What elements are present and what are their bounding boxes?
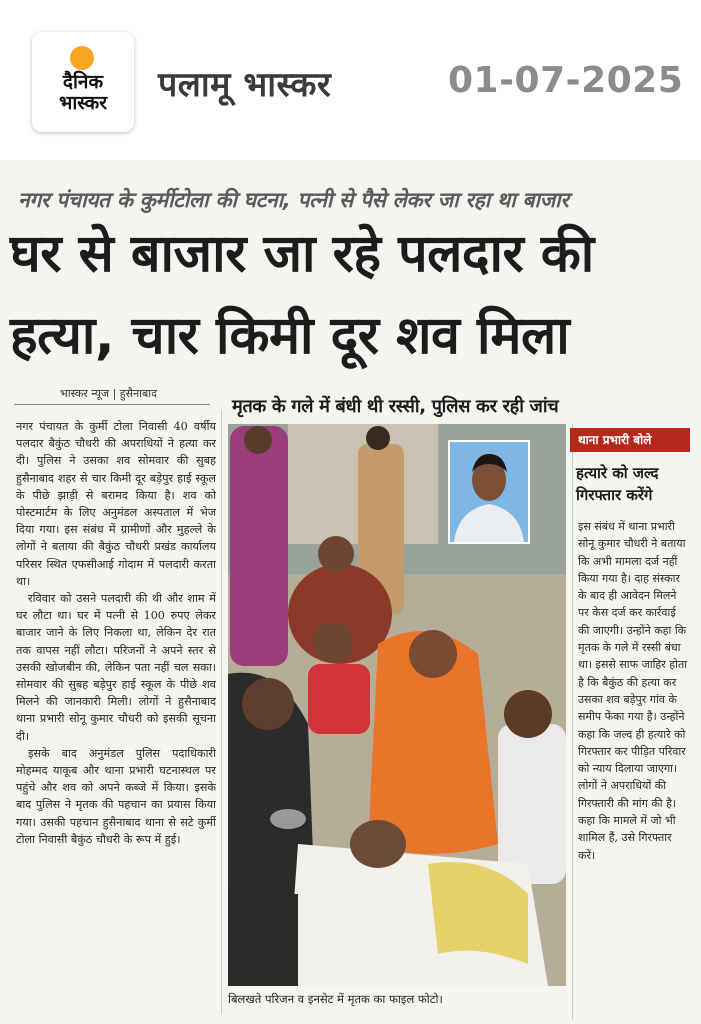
byline: भास्कर न्यूज | हुसैनाबाद xyxy=(60,387,157,400)
newspaper-logo[interactable] xyxy=(32,32,134,132)
article-kicker: नगर पंचायत के कुर्मीटोला की घटना, पत्नी से पैसे लेकर जा रहा था बाजार xyxy=(18,188,569,212)
article-paragraph: रविवार को उसने पलदारी की थी और शाम में घर लौटा था। घर में पत्नी से 100 रुपए लेकर बाजार जाने के लिए निकला था, लेकिन देर रात तक वापस नहीं लौटा। परिजनों ने अपने स्तर से उसकी खोजबीन की, लेकिन पता नहीं चल सका। सोमवार की सुबह बड़ेपुर हाई स्कूल के पीछे शव मिलने की जानकारी मिली। लोगों ने हुसैनाबाद थाना प्रभारी सोनू कुमार चौधरी को इसकी सूचना दी। xyxy=(16,592,216,743)
sidebar-title: हत्यारे को जल्द गिरफ्तार करेंगे xyxy=(576,464,659,504)
article-subhead: मृतक के गले में बंधी थी रस्सी, पुलिस कर रही जांच xyxy=(232,396,559,417)
logo-line-2: भास्कर xyxy=(58,92,108,114)
headline-line-1: घर से बाजार जा रहे पलदार की xyxy=(10,224,594,284)
edition-title: पलामू भास्कर xyxy=(158,65,332,105)
photo-caption: बिलखते परिजन व इनसेट में मृतक का फाइल फोटो। xyxy=(228,992,443,1006)
article-paragraph: नगर पंचायत के कुर्मी टोला निवासी 40 वर्षीय पलदार बैकुंठ चौधरी की अपराधियों ने हत्या कर दी। पुलिस ने उसका शव सोमवार की सुबह हुसैनाबाद शहर से चार किमी दूर बड़ेपुर हाई स्कूल के पीछे झाड़ी से बरामद किया है। शव को पोस्टमार्टम के लिए अनुमंडल अस्पताल में भेज दिया गया। इस संबंध में ग्रामीणों और मुहल्ले के लोगों ने बताया की बैकुंठ चौधरी प्रखंड कार्यालय परिसर स्थित एफसीआई गोदाम में पलदारी करता था। xyxy=(16,420,216,588)
article-body xyxy=(16,418,216,1018)
article-paragraph: इसके बाद अनुमंडल पुलिस पदाधिकारी मोहम्मद याकूब और थाना प्रभारी घटनास्थल पर पहुंचे और शव को अपने कब्जे में किया। इसके बाद पुलिस ने मृतक की पहचान का प्रयास किया गया। उसकी पहचान हुसैनाबाद थाना से सटे कुर्मी टोला निवासी बैकुंठ चौधरी के रूप में हुई। xyxy=(16,746,216,846)
sidebar-divider xyxy=(572,424,573,1020)
sun-icon xyxy=(70,46,94,70)
app-header xyxy=(0,0,701,160)
logo-line-1: दैनिक xyxy=(62,71,104,93)
headline-line-2: हत्या, चार किमी दूर शव मिला xyxy=(10,306,570,366)
edition-date: 01-07-2025 xyxy=(448,60,684,101)
byline-divider xyxy=(14,404,210,405)
portrait-illustration xyxy=(450,442,528,542)
sidebar-label: थाना प्रभारी बोले xyxy=(570,428,690,452)
inset-portrait xyxy=(448,440,530,544)
sidebar-body: इस संबंध में थाना प्रभारी सोनू कुमार चौधरी ने बताया कि अभी मामला दर्ज नहीं किया गया है। दाह संस्कार के बाद ही आवेदन मिलने पर केस दर्ज कर कार्रवाई की जाएगी। उन्होंने कहा कि मृतक के गले में रस्सी बंधा था। इससे साफ जाहिर होता है कि बैकुंठ की हत्या कर उसका शव बड़ेपुर गांव के समीप फेंका गया है। उन्होंने कहा कि जल्द ही हत्यारे को गिरफ्तार कर पीड़ित परिवार को न्याय दिलाया जाएगा। लोगों ने अपराधियों की गिरफ्तारी की मांग की है। कहा कि मामले में जो भी शामिल हैं, उसे गिरफ्तार करें। xyxy=(578,520,688,862)
column-divider xyxy=(221,410,222,1014)
